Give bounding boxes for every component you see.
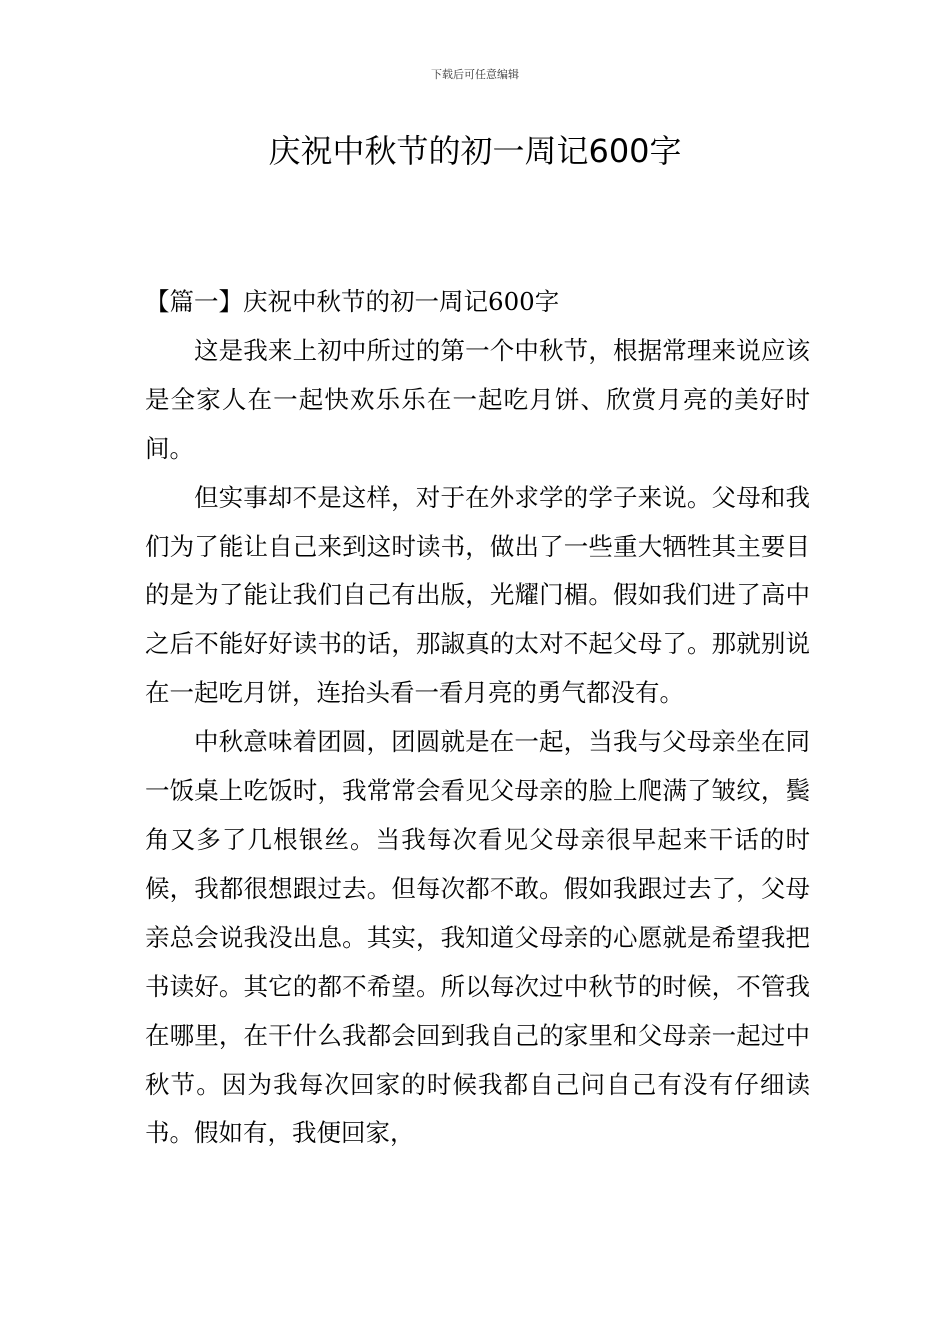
document-title: 庆祝中秋节的初一周记600字 xyxy=(268,132,682,170)
paragraph-2: 但实事却不是这样，对于在外求学的学子来说。父母和我们为了能让自己来到这时读书，做出了一些重大牺牲其主要目的是为了能让我们自己有出版，光耀门楣。假如我们进了高中之后不能好好读书的话，那諔真的太对不起父母了。那就别说在一起吃月饼，连抬头看一看月亮的勇气都没有。 xyxy=(145,482,810,708)
header-note: 下载后可任意编辑 xyxy=(431,68,519,81)
paragraph-1: 这是我来上初中所过的第一个中秋节，根据常理来说应该是全家人在一起快欢乐乐在一起吃月饼、欣赏月亮的美好时间。 xyxy=(145,335,810,463)
document-body xyxy=(145,278,810,1158)
section-heading: 【篇一】庆祝中秋节的初一周记600字 xyxy=(145,287,560,316)
paragraph-3: 中秋意味着团圆，团圆就是在一起，当我与父母亲坐在同一饭桌上吃饭时，我常常会看见父母亲的脸上爬满了皱纹，鬓角又多了几根银丝。当我每次看见父母亲很早起来干话的时候，我都很想跟过去。但每次都不敢。假如我跟过去了，父母亲总会说我没出息。其实，我知道父母亲的心愿就是希望我把书读好。其它的都不希望。所以每次过中秋节的时候，不管我在哪里，在干什么我都会回到我自己的家里和父母亲一起过中秋节。因为我每次回家的时候我都自己问自己有没有仔细读书。假如有，我便回家， xyxy=(145,727,810,1148)
